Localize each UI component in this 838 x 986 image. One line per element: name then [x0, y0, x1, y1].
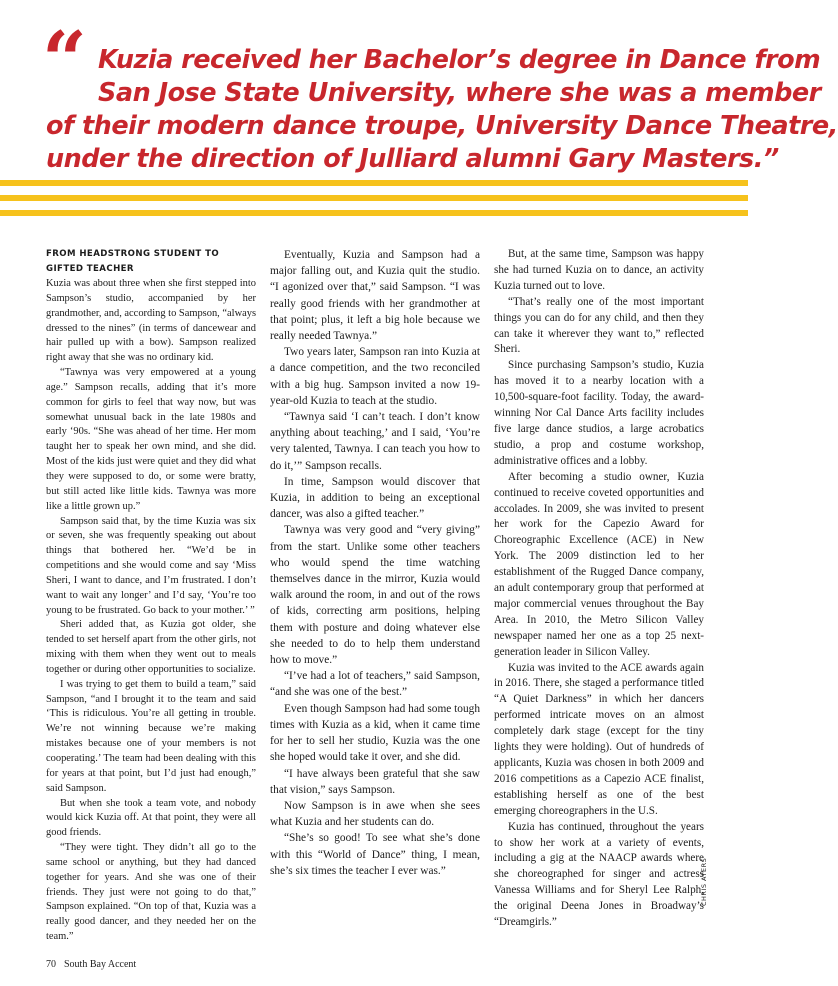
section-subhead: FROM HEADSTRONG STUDENT TO GIFTED TEACHER: [46, 249, 220, 274]
article-paragraph: “They were tight. They didn’t all go to the same school or anything, but they had danced together for years. And she was one of their friends. They just were not going to do that,” Sampson explained. “On top of that, Kuzia was a really good dancer, and they needed her on the team.”: [46, 842, 256, 943]
decorative-stripe: [0, 195, 748, 201]
page-number: 70: [46, 959, 56, 970]
article-paragraph: In time, Sampson would discover that Kuzia, in addition to being an exceptional dancer, was also a gifted teacher.”: [270, 475, 480, 521]
article-column-3: [494, 247, 704, 931]
article-paragraph: Two years later, Sampson ran into Kuzia at a dance competition, and the two reconciled with a big hug. Sampson invited a now 19-year-old Kuzia to teach at the studio.: [270, 346, 480, 407]
pull-quote-line: of their modern dance troupe, University Dance Theatre,: [46, 111, 838, 141]
open-quote-mark: “: [42, 15, 87, 106]
article-paragraph: After becoming a studio owner, Kuzia continued to receive coveted opportunities and accolades. In 2009, she was invited to present her work for the Capezio Award for Choreographic Excellence (ACE) in New York. The 2009 distinction led to her establishment of the Rugged Dance company, an adult contemporary group that performed at major commercial venues throughout the Bay Area. In 2010, the Metro Silicon Valley newspaper named her one as a top 25 next-generation leader in Silicon Valley.: [494, 470, 704, 658]
article-paragraph: “I have always been grateful that she saw that vision,” says Sampson.: [270, 767, 480, 796]
article-paragraph: But when she took a team vote, and nobody would kick Kuzia off. At that point, they were all good friends.: [46, 797, 256, 839]
pull-quote: [42, 15, 838, 176]
pull-quote-line: under the direction of Julliard alumni Gary Masters.”: [46, 144, 779, 174]
article-paragraph: Now Sampson is in awe when she sees what Kuzia and her students can do.: [270, 799, 480, 829]
article-paragraph: Since purchasing Sampson’s studio, Kuzia has moved it to a nearby location with a 10,500-square-foot facility. Today, the award-winning Nor Cal Dance Arts facility includes five large dance studios, a large acrobatics studio, a prop and costume workshop, administrative offices and a lobby.: [494, 359, 704, 467]
article-paragraph: Sheri added that, as Kuzia got older, she tended to set herself apart from the other girls, not mixing with them when they went out to meals together or during other opportunities to socialize.: [46, 619, 256, 675]
article-paragraph: “Tawnya was very empowered at a young age.” Sampson recalls, adding that it’s more common for girls to feel that way now, but was somewhat unusual back in the late 1980s and early ‘90s. “She was ahead of her time. Her mom taught her to speak her own mind, and she did. Most of the kids just were quiet and they did what they were supposed to do, or some were bratty, but still acted like little kids. Tawnya was more like a little grown up.”: [46, 367, 256, 512]
article-paragraph: Kuzia has continued, throughout the years to show her work at a variety of events, including a gig at the NAACP awards where she choreographed for singer and actress Vanessa Williams and for Sheryl Lee Ralph, the original Deena Jones in Broadway’s “Dreamgirls.”: [494, 820, 704, 929]
pull-quote-line: San Jose State University, where she was a member: [98, 78, 821, 108]
article-paragraph: “Tawnya said ‘I can’t teach. I don’t know anything about teaching,’ and I said, ‘You’re very talented, Tawnya. I can teach you how to do it,’” Sampson recalls.: [270, 411, 480, 472]
article-column-1: [46, 247, 256, 945]
article-paragraph: Kuzia was about three when she first stepped into Sampson’s studio, accompanied by her grandmother, and, according to Sampson, “always dressed to the nines” (in terms of dancewear and hair pulled up with a bow). Sampson realized right away that she was no ordinary kid.: [46, 278, 257, 364]
article-paragraph: “That’s really one of the most important things you can do for any child, and then they can take it wherever they want to,” reflected Sheri.: [494, 295, 704, 356]
page-footer: [46, 959, 144, 970]
publication-name: South Bay Accent: [64, 959, 137, 970]
photo-credit: CHRIS AYERS: [700, 857, 708, 906]
article-paragraph: Tawnya was very good and “very giving” from the start. Unlike some other teachers who would spend the time watching themselves dance in the mirror, Kuzia would walk around the room, in and out of the rows of kids, correcting arm positions, helping them with posture and doing whatever else she needed to do to help them understand how to move.”: [270, 524, 480, 667]
article-paragraph: “I’ve had a lot of teachers,” said Sampson, “and she was one of the best.”: [270, 670, 480, 699]
decorative-stripe: [0, 210, 748, 216]
article-paragraph: Kuzia was invited to the ACE awards again in 2016. There, she staged a performance titled “A Quiet Darkness” in which her dancers performed intricate moves on an almost completely dark stage (except for the tiny lights they were holding). Out of hundreds of applicants, Kuzia was chosen in both 2009 and 2016 competitions as a Capezio ACE finalist, establishing herself as one of the best emerging choreographers in the U.S.: [494, 661, 704, 817]
article-paragraph: Even though Sampson had had some tough times with Kuzia as a kid, when it came time for her to sell her studio, Kuzia was the one she hoped would take it over, and she did.: [270, 702, 480, 764]
decorative-stripe: [0, 180, 748, 186]
article-column-2: [270, 247, 480, 879]
article-paragraph: Eventually, Kuzia and Sampson had a major falling out, and Kuzia quit the studio. “I agonized over that,” said Sampson. “I was really good friends with her grandmother at that point; plus, it left a big hole because we really needed Tawnya.”: [270, 249, 480, 343]
pull-quote-line: Kuzia received her Bachelor’s degree in Dance from: [98, 45, 821, 75]
article-paragraph: But, at the same time, Sampson was happy she had turned Kuzia on to dance, an activity Kuzia turned out to love.: [494, 248, 704, 292]
article-paragraph: “She’s so good! To see what she’s done with this “World of Dance” thing, I mean, she’s six times the teacher I ever was.”: [270, 832, 480, 877]
article-paragraph: Sampson said that, by the time Kuzia was six or seven, she was frequently speaking out about things that bothered her. “We’d be in competitions and she would come and say ‘Miss Sheri, I want to dance, and I’m frustrated. I don’t want to wait any longer’ and I’d say, ‘You’re too young to be frustrated. Go back to your mother.’ ”: [46, 515, 256, 616]
article-paragraph: I was trying to get them to build a team,” said Sampson, “and I brought it to the team and said ‘This is ridiculous. You’re all getting in trouble. We’re not winning because we’re making mistakes because one of your members is not cooperating.’ The team had been dealing with this for years at that point, but I’d just had enough,” said Sampson.: [46, 678, 256, 794]
